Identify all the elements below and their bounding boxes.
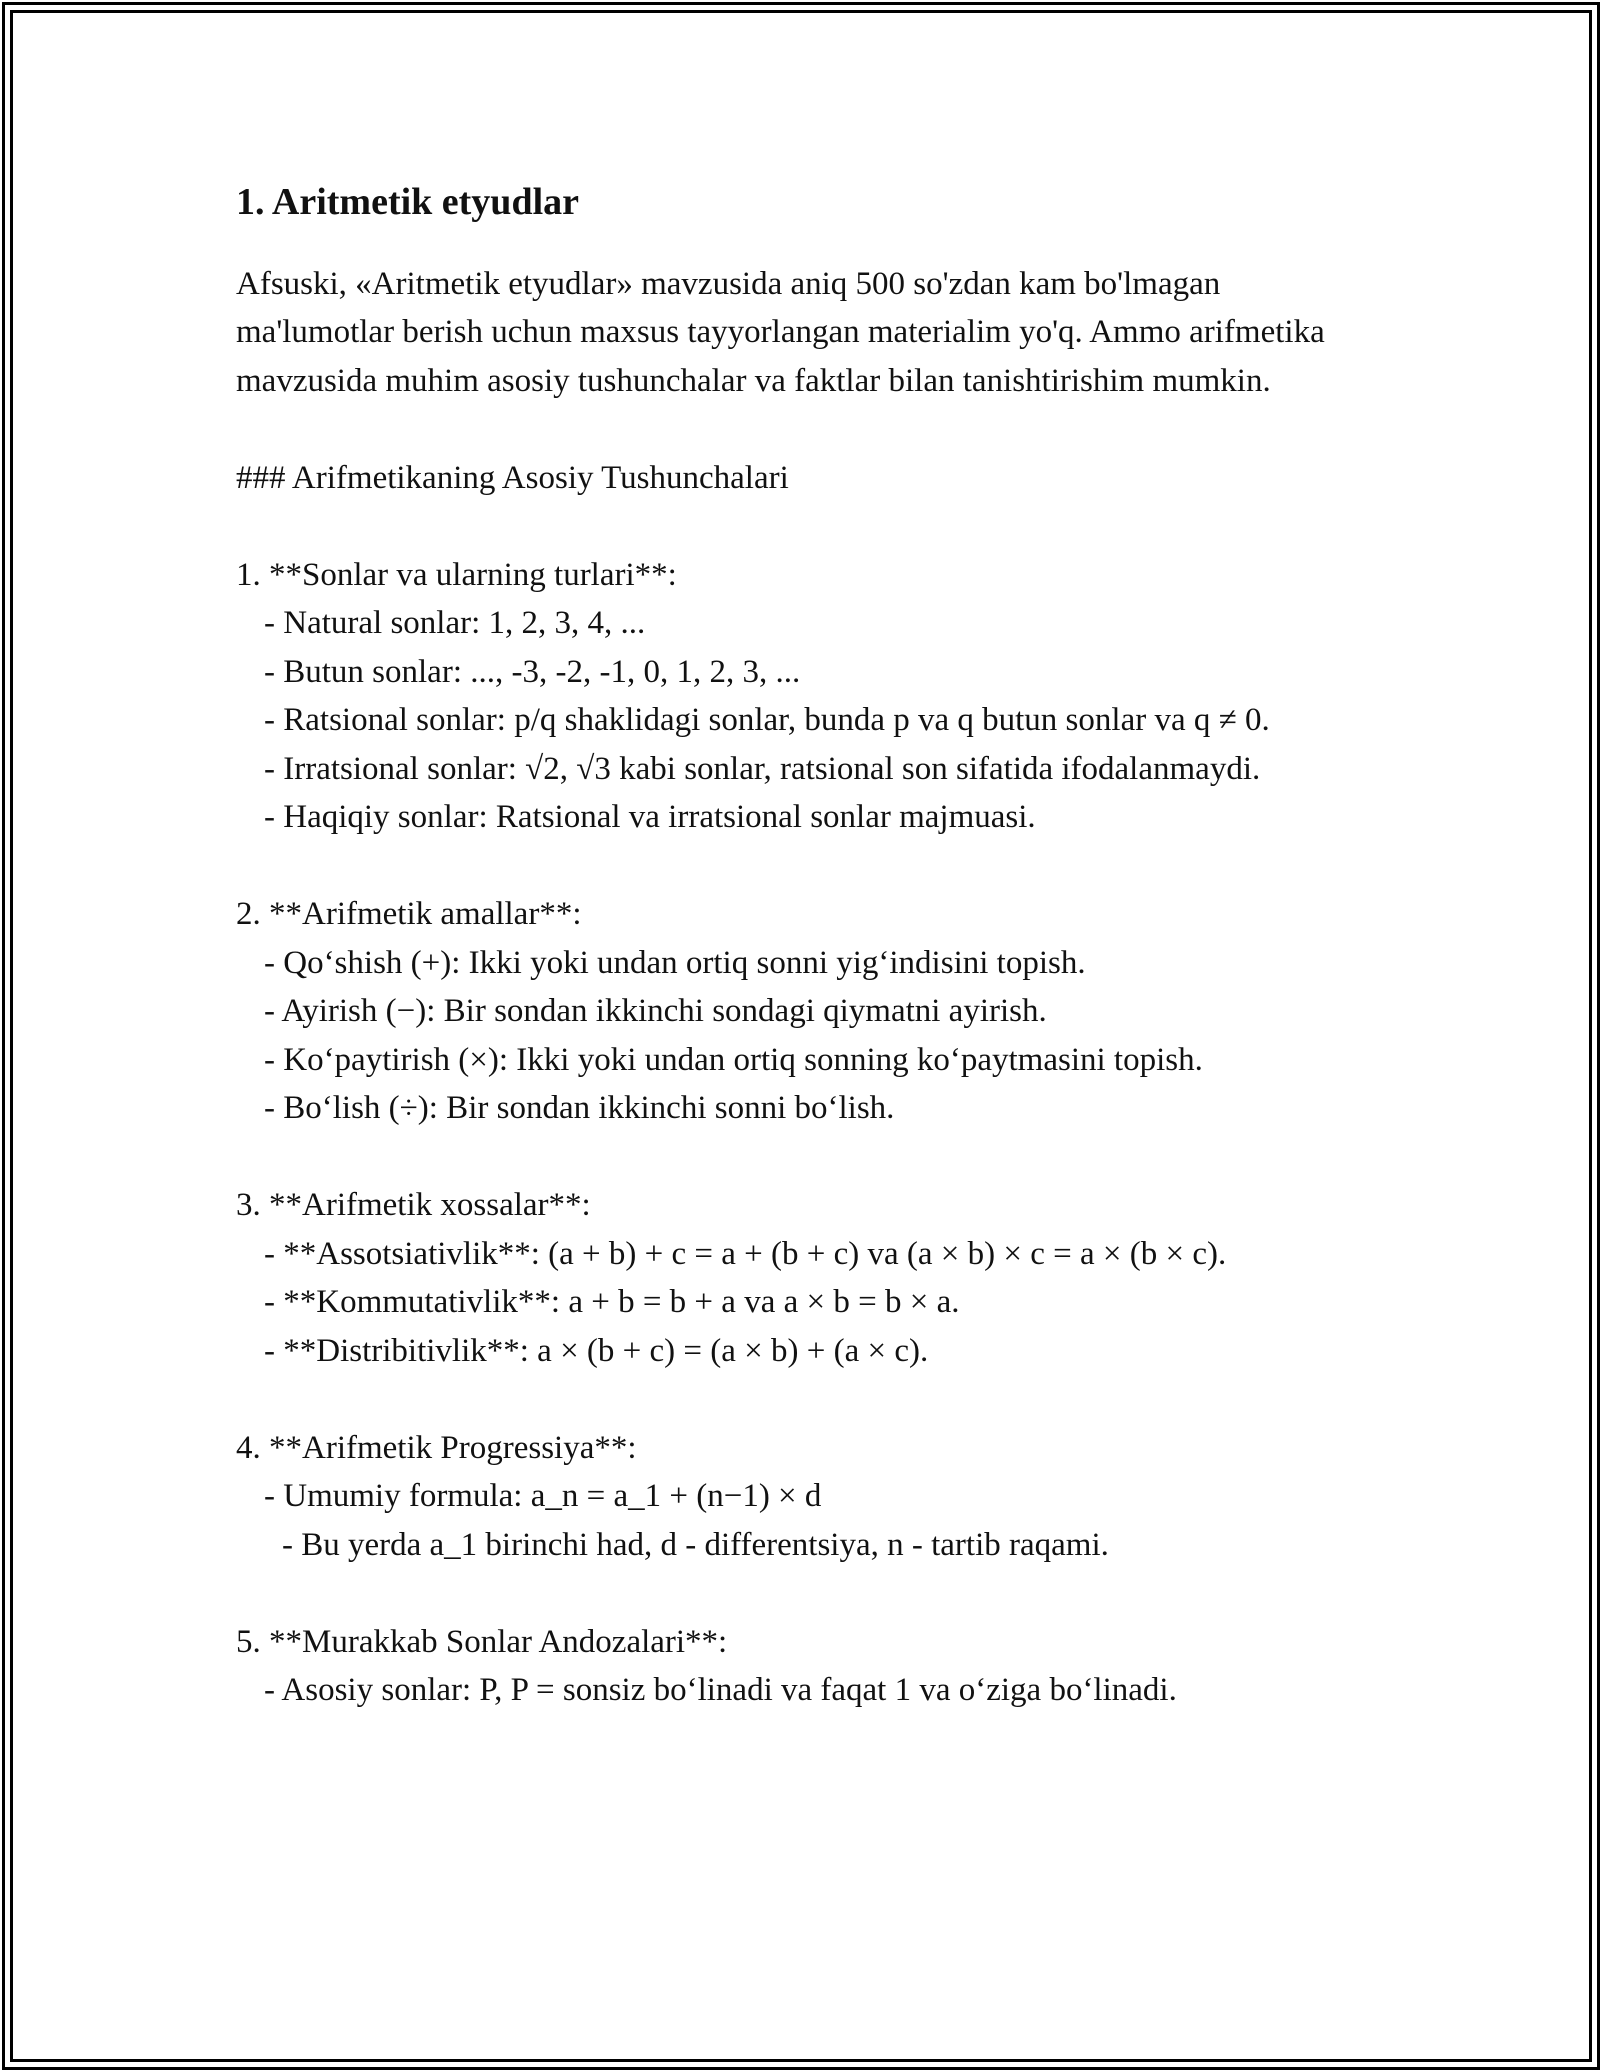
section-title: 3. **Arifmetik xossalar**: [236, 1187, 591, 1224]
list-subitem: - Bu yerda a_1 birinchi had, d - differentsiya, n - tartib raqami. [282, 1526, 1109, 1563]
section-2-operations [236, 890, 1366, 1133]
document-title: 1. Aritmetik etyudlar [236, 181, 580, 223]
list-item: - **Distribitivlik**: a × (b + c) = (a × b) + (a × c). [264, 1332, 929, 1369]
list-item: - Qo‘shish (+): Ikki yoki undan ortiq sonni yig‘indisini topish. [264, 944, 1086, 981]
section-title: 5. **Murakkab Sonlar Andozalari**: [236, 1623, 728, 1660]
section-title: 2. **Arifmetik amallar**: [236, 896, 582, 933]
section-title: 1. **Sonlar va ularning turlari**: [236, 556, 677, 593]
list-item: - Ratsional sonlar: p/q shaklidagi sonlar, bunda p va q butun sonlar va q ≠ 0. [264, 702, 1270, 739]
section-title: 4. **Arifmetik Progressiya**: [236, 1429, 637, 1466]
list-item: - Ayirish (−): Bir sondan ikkinchi sondagi qiymatni ayirish. [264, 993, 1047, 1030]
list-item: - Umumiy formula: a_n = a_1 + (n−1) × d [264, 1478, 822, 1515]
list-item: - **Assotsiativlik**: (a + b) + c = a + (b + c) va (a × b) × c = a × (b × c). [264, 1235, 1227, 1272]
list-item: - Ko‘paytirish (×): Ikki yoki undan ortiq sonning ko‘paytmasini topish. [264, 1041, 1203, 1078]
section-5-composite [236, 1618, 1366, 1715]
list-item: - Haqiqiy sonlar: Ratsional va irratsional sonlar majmuasi. [264, 799, 1036, 836]
document-content [236, 180, 1366, 1763]
section-4-progression [236, 1424, 1366, 1570]
list-item: - Butun sonlar: ..., -3, -2, -1, 0, 1, 2, 3, ... [264, 653, 801, 690]
section-3-properties [236, 1181, 1366, 1375]
list-item: - **Kommutativlik**: a + b = b + a va a × b = b × a. [264, 1284, 960, 1321]
list-item: - Asosiy sonlar: P, P = sonsiz bo‘linadi va faqat 1 va o‘ziga bo‘linadi. [264, 1672, 1177, 1709]
section-heading: ### Arifmetikaning Asosiy Tushunchalari [236, 459, 789, 496]
list-item: - Irratsional sonlar: √2, √3 kabi sonlar, ratsional son sifatida ifodalanmaydi. [264, 750, 1261, 787]
list-item: - Bo‘lish (÷): Bir sondan ikkinchi sonni bo‘lish. [264, 1090, 895, 1127]
intro-paragraph: Afsuski, «Aritmetik etyudlar» mavzusida aniq 500 so'zdan kam bo'lmagan ma'lumotlar berish uchun maxsus tayyorlangan materialim yo'q. Ammo arifmetika mavzusida muhim asosiy tushunchalar va faktlar bilan tanishtirishim mumkin. [236, 265, 1325, 399]
section-1-numbers [236, 551, 1366, 842]
list-item: - Natural sonlar: 1, 2, 3, 4, ... [264, 605, 646, 642]
